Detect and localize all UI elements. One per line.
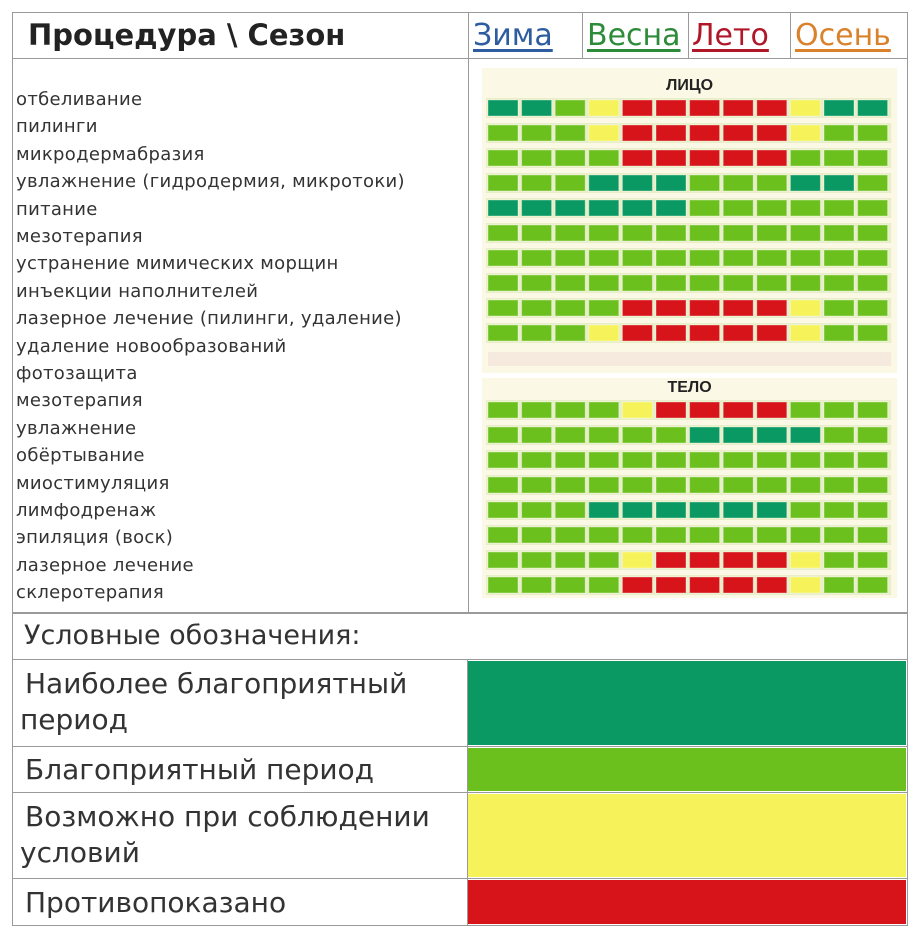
legend-title: Условные обозначения: <box>24 620 361 651</box>
heatmap-cell <box>723 250 753 266</box>
heatmap-cell <box>622 427 652 443</box>
heatmap-cell <box>824 527 854 543</box>
heatmap-cell <box>723 402 753 418</box>
heatmap-cell <box>656 225 686 241</box>
heatmap-cell <box>555 577 585 593</box>
heatmap-cell <box>757 527 787 543</box>
heatmap-cell <box>790 325 820 341</box>
legend-swatch-conditional <box>468 794 906 877</box>
heatmap-cell <box>522 250 552 266</box>
heatmap-cell <box>723 502 753 518</box>
heatmap-cell <box>656 402 686 418</box>
heatmap-cell <box>488 577 518 593</box>
heatmap-cell <box>690 402 720 418</box>
heatmap-cell <box>790 250 820 266</box>
heatmap-cell <box>858 527 888 543</box>
procedure-label: пилинги <box>16 116 98 138</box>
heatmap-cell <box>522 125 552 141</box>
heatmap-cell <box>690 325 720 341</box>
legend-divider-3 <box>12 878 908 879</box>
legend-divider-1 <box>12 746 908 747</box>
heatmap-cell <box>690 100 720 116</box>
heatmap-cell <box>858 577 888 593</box>
heatmap-cell <box>488 452 518 468</box>
heatmap-cell <box>622 150 652 166</box>
heatmap-cell <box>488 502 518 518</box>
season-link-autumn[interactable]: Осень <box>795 18 891 53</box>
heatmap-cell <box>622 175 652 191</box>
heatmap-cell <box>858 452 888 468</box>
heatmap-cell <box>555 225 585 241</box>
heatmap-cell <box>589 100 619 116</box>
legend-swatch-contraindicated <box>468 880 906 924</box>
heatmap-cell <box>858 275 888 291</box>
procedure-label: увлажнение <box>16 417 137 439</box>
heatmap-cell <box>488 200 518 216</box>
heatmap-cell <box>522 150 552 166</box>
heatmap-cell <box>589 250 619 266</box>
heatmap-cell <box>757 150 787 166</box>
heatmap-cell <box>488 325 518 341</box>
heatmap-cell <box>858 502 888 518</box>
heatmap-cell <box>723 527 753 543</box>
heatmap-cell <box>690 250 720 266</box>
heatmap-cell <box>488 527 518 543</box>
heatmap-cell <box>757 275 787 291</box>
heatmap-cell <box>690 200 720 216</box>
heatmap-cell <box>824 477 854 493</box>
header-divider <box>12 58 908 59</box>
heatmap-cell <box>824 402 854 418</box>
heatmap-cell <box>656 527 686 543</box>
procedure-label: питание <box>16 198 98 220</box>
heatmap-cell <box>589 200 619 216</box>
heatmap-cell <box>858 300 888 316</box>
heatmap-cell <box>622 250 652 266</box>
heatmap-cell <box>723 150 753 166</box>
legend-label-line2: период <box>20 703 128 736</box>
season-link-spring[interactable]: Весна <box>587 18 681 53</box>
heatmap-cell <box>555 527 585 543</box>
heatmap-cell <box>790 100 820 116</box>
heatmap-cell <box>522 452 552 468</box>
season-divider-3 <box>790 12 791 58</box>
heatmap-cell <box>824 427 854 443</box>
heatmap-cell <box>488 175 518 191</box>
procedure-label: лазерное лечение <box>16 554 194 576</box>
procedure-label: миостимуляция <box>16 472 170 494</box>
season-link-winter[interactable]: Зима <box>473 18 553 53</box>
heatmap-cell <box>790 225 820 241</box>
heatmap-cell <box>824 577 854 593</box>
heatmap-cell <box>522 552 552 568</box>
legend-label-line1: Противопоказано <box>25 886 287 919</box>
heatmap-cell <box>656 477 686 493</box>
heatmap-cell <box>757 125 787 141</box>
legend-label-conditional <box>20 799 430 871</box>
procedure-label: обёртывание <box>16 445 145 467</box>
heatmap-cell <box>723 225 753 241</box>
heatmap-cell <box>622 300 652 316</box>
legend-label-line2: условий <box>20 836 140 869</box>
heatmap-cell <box>656 552 686 568</box>
section-label: ТЕЛО <box>667 379 712 396</box>
heatmap-cell <box>723 175 753 191</box>
procedure-label: эпиляция (воск) <box>16 527 174 549</box>
heatmap-svg <box>470 60 910 612</box>
heatmap-cell <box>824 250 854 266</box>
heatmap-cell <box>723 275 753 291</box>
heatmap-cell <box>656 577 686 593</box>
heatmap-cell <box>488 402 518 418</box>
heatmap-cell <box>757 200 787 216</box>
heatmap-cell <box>656 427 686 443</box>
heatmap-cell <box>790 502 820 518</box>
heatmap-cell <box>824 100 854 116</box>
heatmap-cell <box>555 325 585 341</box>
procedure-label: фотозащита <box>16 363 138 384</box>
heatmap-cell <box>690 527 720 543</box>
heatmap-cell <box>555 427 585 443</box>
heatmap-cell <box>522 225 552 241</box>
heatmap-cell <box>757 402 787 418</box>
heatmap-cell <box>656 300 686 316</box>
heatmap-cell <box>522 200 552 216</box>
procedure-label: мезотерапия <box>16 390 143 412</box>
heatmap-cell <box>589 325 619 341</box>
heatmap-cell <box>757 100 787 116</box>
heatmap-cell <box>555 175 585 191</box>
legend-divider-2 <box>12 792 908 793</box>
heatmap-cell <box>622 452 652 468</box>
heatmap-cell <box>555 452 585 468</box>
heatmap-cell <box>690 427 720 443</box>
heatmap-cell <box>555 275 585 291</box>
heatmap-cell <box>790 275 820 291</box>
heatmap-cell <box>757 552 787 568</box>
heatmap-cell <box>488 300 518 316</box>
heatmap-cell <box>622 477 652 493</box>
heatmap-cell <box>690 300 720 316</box>
procedure-label: мезотерапия <box>16 226 143 247</box>
heatmap-cell <box>757 250 787 266</box>
legend-label-line1: Возможно при соблюдении <box>25 800 430 833</box>
heatmap-cell <box>488 477 518 493</box>
heatmap-cell <box>757 325 787 341</box>
heatmap-cell <box>555 402 585 418</box>
procedure-label: лазерное лечение (пилинги, удаление) <box>16 308 402 330</box>
heatmap-cell <box>858 552 888 568</box>
heatmap-cell <box>690 477 720 493</box>
heatmap-cell <box>488 275 518 291</box>
heatmap-cell <box>723 427 753 443</box>
procedure-label: инъекции наполнителей <box>16 280 259 302</box>
heatmap-cell <box>824 325 854 341</box>
heatmap-cell <box>622 577 652 593</box>
heatmap-cell <box>656 250 686 266</box>
heatmap-cell <box>723 200 753 216</box>
procedure-label: устранение мимических морщин <box>16 253 339 275</box>
legend-divider-0 <box>12 659 908 660</box>
heatmap-cell <box>656 275 686 291</box>
heatmap-cell <box>723 300 753 316</box>
heatmap-cell <box>589 477 619 493</box>
heatmap-cell <box>589 552 619 568</box>
heatmap-cell <box>622 502 652 518</box>
heatmap-cell <box>656 125 686 141</box>
heatmap-cell <box>488 225 518 241</box>
heatmap-cell <box>790 552 820 568</box>
heatmap-cell <box>622 552 652 568</box>
heatmap-cell <box>622 225 652 241</box>
heatmap-cell <box>790 427 820 443</box>
heatmap-cell <box>757 477 787 493</box>
faded-row-band <box>488 352 891 366</box>
heatmap-cell <box>555 502 585 518</box>
heatmap-cell <box>656 175 686 191</box>
heatmap-cell <box>757 300 787 316</box>
heatmap-cell <box>723 452 753 468</box>
heatmap-cell <box>589 527 619 543</box>
season-link-summer[interactable]: Лето <box>692 18 769 53</box>
heatmap-cell <box>824 200 854 216</box>
procedure-label: лимфодренаж <box>16 500 157 521</box>
heatmap-cell <box>723 100 753 116</box>
heatmap-cell <box>723 477 753 493</box>
section-label: ЛИЦО <box>666 77 714 94</box>
heatmap-cell <box>858 150 888 166</box>
heatmap-cell <box>522 100 552 116</box>
heatmap-cell <box>555 300 585 316</box>
heatmap-cell <box>555 250 585 266</box>
heatmap-cell <box>690 275 720 291</box>
heatmap-cell <box>589 502 619 518</box>
heatmap-cell <box>824 552 854 568</box>
heatmap-cell <box>589 402 619 418</box>
heatmap-cell <box>622 125 652 141</box>
heatmap <box>470 60 910 612</box>
heatmap-cell <box>589 125 619 141</box>
legend-label-contraindicated <box>20 885 286 921</box>
legend-swatch-favorable <box>468 748 906 791</box>
heatmap-cell <box>723 125 753 141</box>
heatmap-cell <box>656 325 686 341</box>
heatmap-cell <box>656 150 686 166</box>
heatmap-cell <box>690 225 720 241</box>
heatmap-cell <box>589 275 619 291</box>
heatmap-cell <box>858 325 888 341</box>
heatmap-cell <box>622 527 652 543</box>
heatmap-cell <box>589 175 619 191</box>
heatmap-cell <box>522 577 552 593</box>
heatmap-cell <box>723 552 753 568</box>
heatmap-cell <box>757 502 787 518</box>
heatmap-cell <box>858 125 888 141</box>
heatmap-cell <box>522 427 552 443</box>
procedure-label: увлажнение (гидродермия, микротоки) <box>16 171 405 193</box>
heatmap-cell <box>824 125 854 141</box>
heatmap-cell <box>589 225 619 241</box>
legend-label-line1: Наиболее благоприятный <box>25 667 408 700</box>
heatmap-cell <box>622 275 652 291</box>
heatmap-cell <box>690 452 720 468</box>
heatmap-cell <box>690 577 720 593</box>
heatmap-cell <box>790 477 820 493</box>
procedure-label: микродермабразия <box>16 143 205 165</box>
legend-swatch-most-favorable <box>468 661 906 745</box>
heatmap-cell <box>555 552 585 568</box>
heatmap-cell <box>790 300 820 316</box>
heatmap-cell <box>522 275 552 291</box>
heatmap-cell <box>589 452 619 468</box>
heatmap-cell <box>723 325 753 341</box>
heatmap-cell <box>690 552 720 568</box>
heatmap-cell <box>790 577 820 593</box>
heatmap-cell <box>757 452 787 468</box>
heatmap-cell <box>690 125 720 141</box>
heatmap-cell <box>488 150 518 166</box>
procedure-label: удаление новообразований <box>16 335 287 357</box>
heatmap-cell <box>824 452 854 468</box>
heatmap-cell <box>790 527 820 543</box>
heatmap-cell <box>589 150 619 166</box>
heatmap-cell <box>555 200 585 216</box>
heatmap-cell <box>622 402 652 418</box>
legend-label-most-favorable <box>20 666 407 738</box>
heatmap-cell <box>656 452 686 468</box>
heatmap-cell <box>622 100 652 116</box>
heatmap-cell <box>757 577 787 593</box>
heatmap-cell <box>622 325 652 341</box>
heatmap-cell <box>555 477 585 493</box>
procedure-label: склеротерапия <box>16 582 164 604</box>
heatmap-cell <box>858 225 888 241</box>
heatmap-cell <box>824 300 854 316</box>
heatmap-cell <box>858 200 888 216</box>
heatmap-cell <box>858 427 888 443</box>
heatmap-cell <box>790 125 820 141</box>
heatmap-cell <box>522 325 552 341</box>
heatmap-cell <box>622 200 652 216</box>
heatmap-cell <box>824 225 854 241</box>
season-divider-1 <box>582 12 583 58</box>
procedure-label: отбеливание <box>16 89 143 110</box>
column-divider <box>468 12 469 613</box>
heatmap-cell <box>790 150 820 166</box>
heatmap-cell <box>757 175 787 191</box>
heatmap-cell <box>824 150 854 166</box>
legend-label-favorable <box>20 752 374 788</box>
heatmap-cell <box>790 402 820 418</box>
heatmap-cell <box>824 175 854 191</box>
heatmap-cell <box>522 477 552 493</box>
heatmap-cell <box>690 150 720 166</box>
heatmap-cell <box>790 452 820 468</box>
heatmap-cell <box>555 125 585 141</box>
legend-label-line1: Благоприятный период <box>25 753 375 786</box>
heatmap-cell <box>858 175 888 191</box>
heatmap-cell <box>690 175 720 191</box>
heatmap-cell <box>522 402 552 418</box>
heatmap-cell <box>488 427 518 443</box>
heatmap-cell <box>488 552 518 568</box>
heatmap-cell <box>790 200 820 216</box>
heatmap-cell <box>488 125 518 141</box>
heatmap-cell <box>522 175 552 191</box>
heatmap-cell <box>757 427 787 443</box>
heatmap-cell <box>723 577 753 593</box>
heatmap-cell <box>522 527 552 543</box>
heatmap-cell <box>488 250 518 266</box>
page-title: Процедура \ Сезон <box>28 18 346 52</box>
heatmap-cell <box>589 427 619 443</box>
heatmap-cell <box>589 577 619 593</box>
heatmap-cell <box>522 300 552 316</box>
heatmap-cell <box>858 477 888 493</box>
heatmap-cell <box>656 200 686 216</box>
heatmap-cell <box>824 275 854 291</box>
season-divider-2 <box>688 12 689 58</box>
heatmap-cell <box>656 502 686 518</box>
heatmap-cell <box>488 100 518 116</box>
heatmap-cell <box>858 250 888 266</box>
heatmap-cell <box>589 300 619 316</box>
heatmap-cell <box>690 502 720 518</box>
heatmap-cell <box>858 100 888 116</box>
heatmap-cell <box>790 175 820 191</box>
heatmap-cell <box>555 150 585 166</box>
heatmap-cell <box>656 100 686 116</box>
heatmap-cell <box>824 502 854 518</box>
heatmap-cell <box>858 402 888 418</box>
heatmap-cell <box>555 100 585 116</box>
heatmap-cell <box>522 502 552 518</box>
heatmap-cell <box>757 225 787 241</box>
